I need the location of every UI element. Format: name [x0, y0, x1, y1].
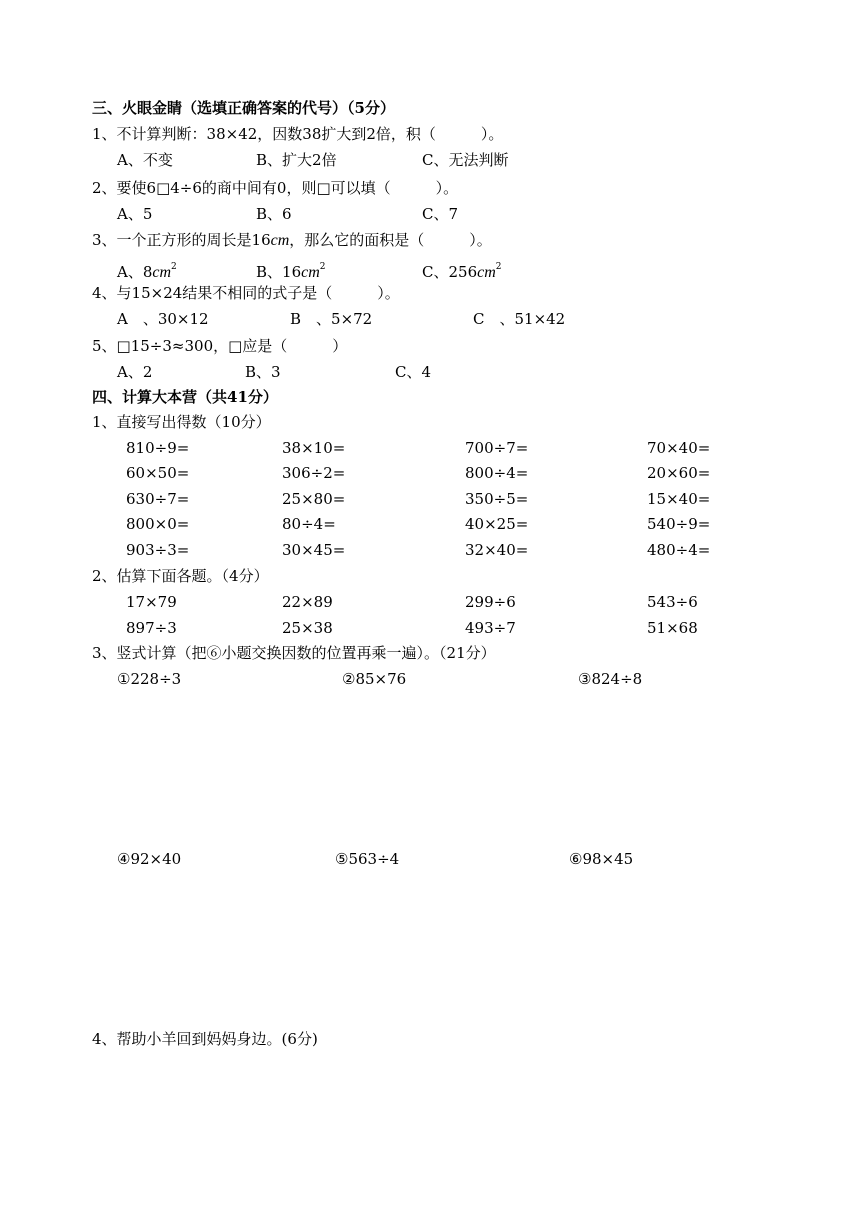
q3-text-after: ，那么它的面积是（ ）。: [289, 231, 492, 249]
mental-math-item: 32×40=: [465, 541, 529, 559]
q2-option-c: C、7: [422, 205, 459, 223]
mental-math-item: 800×0=: [126, 515, 190, 533]
mental-math-item: 25×80=: [282, 490, 346, 508]
mental-math-item: 700÷7=: [465, 439, 529, 457]
q3-text-before: 3、一个正方形的周长是16: [92, 231, 271, 249]
q1-option-c: C、无法判断: [422, 151, 509, 169]
estimation-item: 25×38: [282, 619, 333, 637]
q5-option-a: A、2: [117, 363, 153, 381]
mental-math-item: 38×10=: [282, 439, 346, 457]
mental-math-item: 630÷7=: [126, 490, 190, 508]
question-4: 4、与15×24结果不相同的式子是（ ）。: [92, 284, 400, 302]
mental-math-item: 540÷9=: [647, 515, 711, 533]
vertical-calc-item: ④92×40: [117, 850, 182, 868]
q5-option-c: C、4: [395, 363, 432, 381]
mental-math-item: 60×50=: [126, 464, 190, 482]
q4-option-c: C 、51×42: [473, 310, 566, 328]
mental-math-item: 350÷5=: [465, 490, 529, 508]
q3-option-b: B、$16cm^2$: [256, 262, 326, 281]
mental-math-item: 903÷3=: [126, 541, 190, 559]
q1-option-a: A、不变: [117, 151, 173, 169]
part2-title: 2、估算下面各题。（4分）: [92, 567, 269, 585]
part1-title: 1、直接写出得数（10分）: [92, 413, 271, 431]
q1-option-b: B、扩大2倍: [256, 151, 337, 169]
estimation-item: 22×89: [282, 593, 333, 611]
section4-title: 四、计算大本营（共41分）: [92, 388, 278, 406]
part4-title: 4、帮助小羊回到妈妈身边。(6分): [92, 1030, 318, 1048]
question-1: 1、不计算判断：38×42，因数38扩大到2倍，积（ ）。: [92, 125, 504, 143]
question-5: 5、□15÷3≈300，□应是（ ）: [92, 337, 348, 355]
estimation-item: 17×79: [126, 593, 177, 611]
mental-math-item: 810÷9=: [126, 439, 190, 457]
q3-unit: cm: [270, 232, 290, 249]
vertical-calc-item: ⑤563÷4: [335, 850, 400, 868]
estimation-item: 543÷6: [647, 593, 698, 611]
mental-math-item: 40×25=: [465, 515, 529, 533]
q3-option-a: A、$8cm^2$: [117, 262, 177, 281]
mental-math-item: 306÷2=: [282, 464, 346, 482]
q2-option-b: B、6: [256, 205, 292, 223]
q4-option-a: A 、30×12: [117, 310, 209, 328]
q2-option-a: A、5: [117, 205, 153, 223]
estimation-item: 493÷7: [465, 619, 516, 637]
question-3: [92, 230, 492, 251]
mental-math-item: 30×45=: [282, 541, 346, 559]
mental-math-item: 20×60=: [647, 464, 711, 482]
mental-math-item: 80÷4=: [282, 515, 336, 533]
mental-math-item: 15×40=: [647, 490, 711, 508]
vertical-calc-item: ①228÷3: [117, 670, 182, 688]
vertical-calc-item: ③824÷8: [578, 670, 643, 688]
estimation-item: 299÷6: [465, 593, 516, 611]
estimation-item: 897÷3: [126, 619, 177, 637]
vertical-calc-item: ⑥98×45: [569, 850, 634, 868]
vertical-calc-item: ②85×76: [342, 670, 407, 688]
q3-option-c: C、$256cm^2$: [422, 262, 502, 281]
q4-option-b: B 、5×72: [290, 310, 373, 328]
mental-math-item: 800÷4=: [465, 464, 529, 482]
mental-math-item: 480÷4=: [647, 541, 711, 559]
estimation-item: 51×68: [647, 619, 698, 637]
part3-title: 3、竖式计算（把⑥小题交换因数的位置再乘一遍）。（21分）: [92, 644, 496, 662]
mental-math-item: 70×40=: [647, 439, 711, 457]
q5-option-b: B、3: [245, 363, 281, 381]
section3-title: 三、火眼金睛（选填正确答案的代号）（5分）: [92, 99, 395, 117]
question-2: 2、要使6□4÷6的商中间有0，则□可以填（ ）。: [92, 179, 459, 197]
